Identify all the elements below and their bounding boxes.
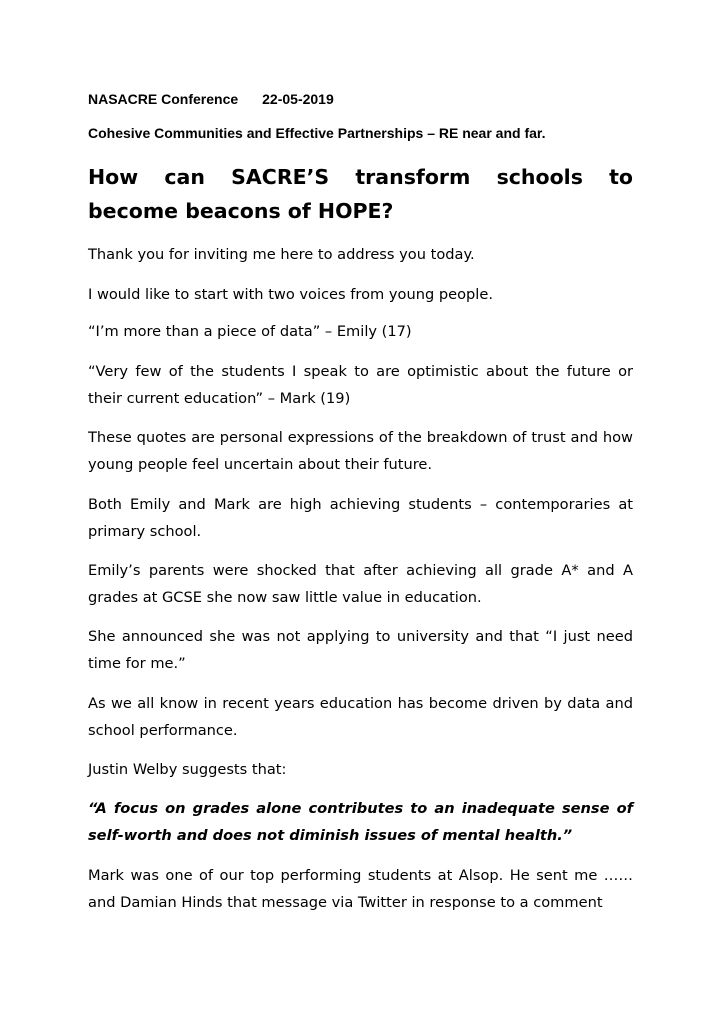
conference-theme: Cohesive Communities and Effective Partnerships – RE near and far. — [88, 125, 546, 141]
paragraph-data-driven: As we all know in recent years education has become driven by data and school performance. — [88, 695, 633, 739]
paragraph-emily-parents: Emily’s parents were shocked that after achieving all grade A* and A grades at GCSE she now saw little value in education. — [88, 562, 633, 606]
paragraph-emily-quote: “I’m more than a piece of data” – Emily (17) — [88, 323, 412, 340]
conference-name: NASACRE Conference — [88, 91, 239, 107]
paragraph-intro-voices: I would like to start with two voices from young people. — [88, 286, 493, 303]
paragraph-mark-quote: “Very few of the students I speak to are optimistic about the future or their current education” – Mark (19) — [88, 363, 633, 407]
paragraph-mark-alsop: Mark was one of our top performing students at Alsop. He sent me …… and Damian Hinds that message via Twitter in response to a comment — [88, 867, 633, 911]
paragraph-university: She announced she was not applying to university and that “I just need time for me.” — [88, 628, 633, 672]
paragraph-thanks: Thank you for inviting me here to address you today. — [88, 246, 475, 263]
paragraph-high-achievers: Both Emily and Mark are high achieving students – contemporaries at primary school. — [88, 496, 633, 540]
conference-date: 22-05-2019 — [262, 91, 334, 107]
paragraph-breakdown-of-trust: These quotes are personal expressions of the breakdown of trust and how young people feel uncertain about their future. — [88, 429, 633, 473]
paragraph-justin-welby: Justin Welby suggests that: — [88, 761, 287, 778]
paragraph-welby-quote: “A focus on grades alone contributes to an inadequate sense of self-worth and does not diminish issues of mental health.” — [88, 800, 633, 844]
document-title: How can SACRE’S transform schools to become beacons of HOPE? — [88, 165, 633, 223]
conference-header-line — [88, 90, 334, 108]
